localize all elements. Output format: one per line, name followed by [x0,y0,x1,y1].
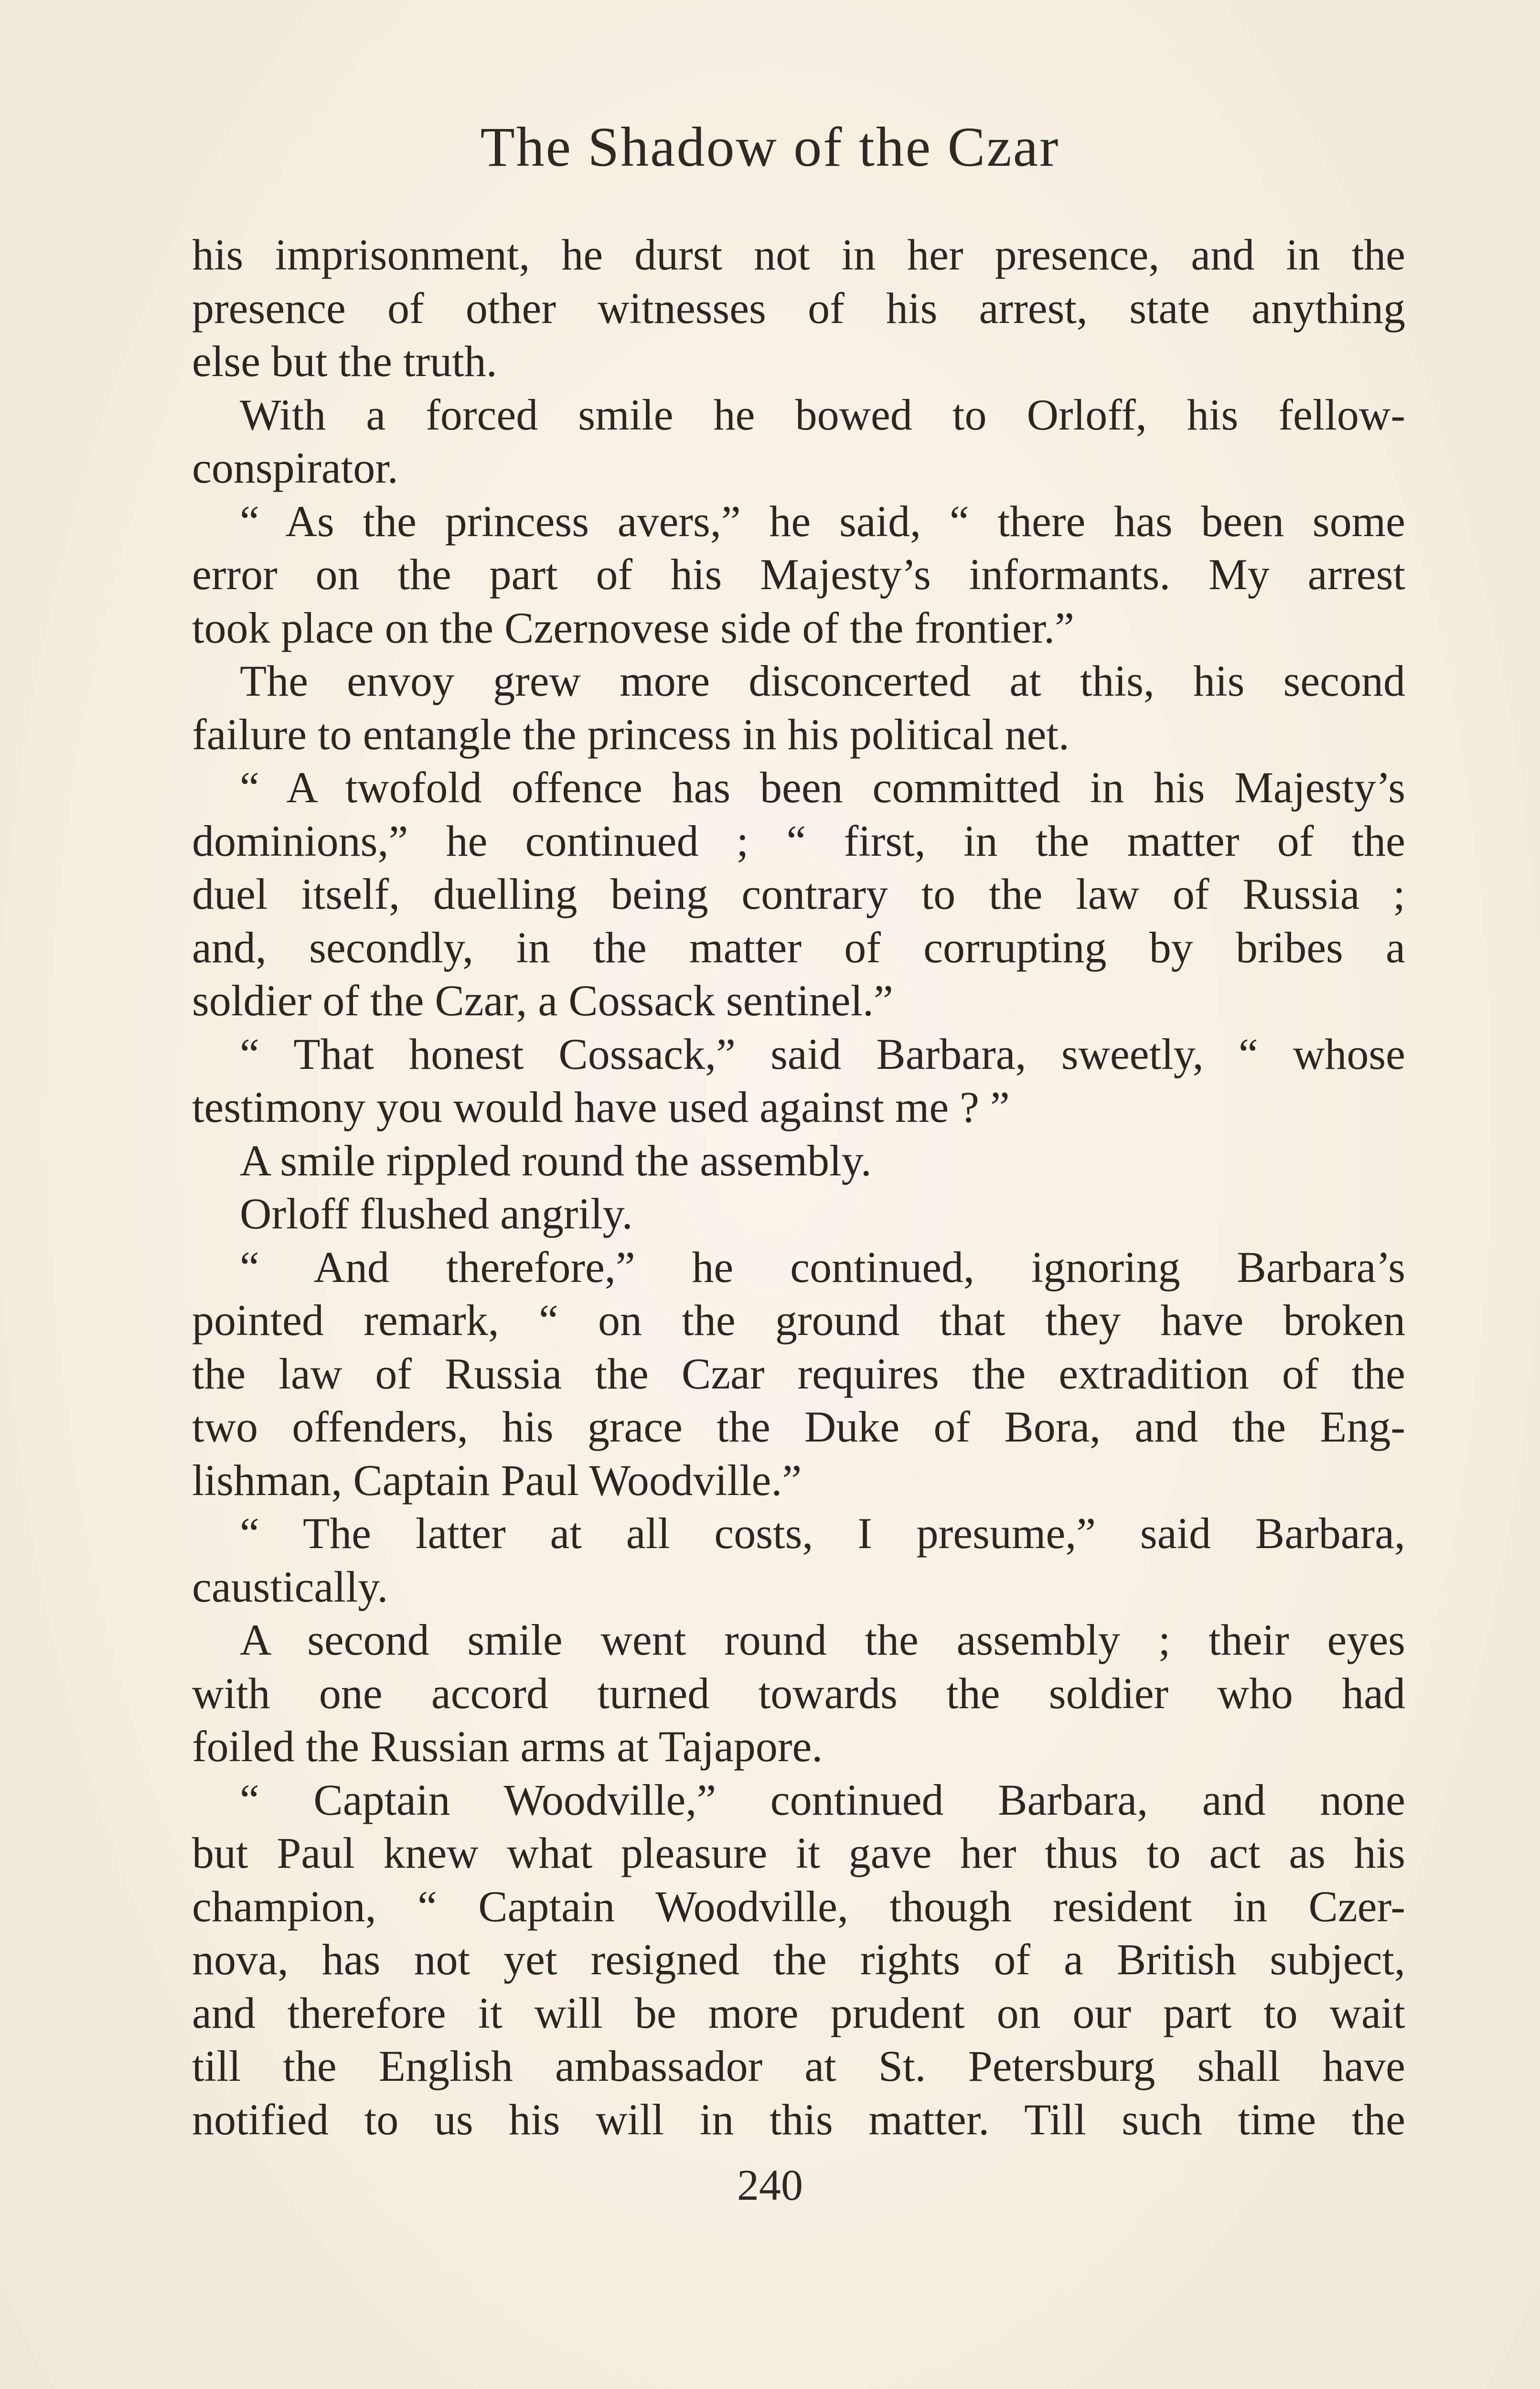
text-line: A smile rippled round the assembly. [240,1136,872,1185]
running-head: The Shadow of the Czar [480,116,1060,178]
text-line: The envoy grew more disconcerted at this, his second [240,656,1405,705]
text-line: “ And therefore,” he continued, ignoring Barbara’s [240,1242,1405,1291]
text-line: and, secondly, in the matter of corrupting by bribes a [192,923,1405,972]
text-line: “ Captain Woodville,” continued Barbara, and none [240,1775,1405,1824]
text-line: conspirator. [192,443,398,492]
page-number: 240 [737,2161,803,2209]
text-line: pointed remark, “ on the ground that they have broken [192,1296,1405,1345]
text-line: failure to entangle the princess in his political net. [192,710,1069,759]
text-line: With a forced smile he bowed to Orloff, his fellow- [240,390,1405,439]
text-line: took place on the Czernovese side of the frontier.” [192,603,1075,652]
text-line: “ As the princess avers,” he said, “ there has been some [240,496,1405,546]
text-line: notified to us his will in this matter. Till such time the [192,2095,1405,2144]
text-line: else but the truth. [192,337,497,386]
text-line: presence of other witnesses of his arrest, state anything [192,283,1405,333]
text-line: soldier of the Czar, a Cossack sentinel.” [192,976,893,1025]
text-line: “ The latter at all costs, I presume,” said Barbara, [240,1509,1405,1558]
text-line: and therefore it will be more prudent on our part to wait [192,1988,1405,2037]
body-text [192,228,1405,2146]
text-line: champion, “ Captain Woodville, though resident in Czer- [192,1882,1405,1931]
text-line: his imprisonment, he durst not in her presence, and in the [192,230,1405,279]
text-line: till the English ambassador at St. Petersburg shall have [192,2042,1405,2090]
text-line: “ That honest Cossack,” said Barbara, sweetly, “ whose [240,1029,1405,1078]
text-line: foiled the Russian arms at Tajapore. [192,1722,823,1771]
text-line: error on the part of his Majesty’s informants. My arrest [192,550,1405,599]
text-line: the law of Russia the Czar requires the extradition of the [192,1349,1405,1398]
text-line: but Paul knew what pleasure it gave her thus to act as his [192,1829,1405,1877]
text-line: Orloff flushed angrily. [240,1189,633,1238]
text-line: testimony you would have used against me ? ” [192,1083,1010,1131]
text-line: A second smile went round the assembly ; their eyes [240,1615,1405,1664]
text-line: caustically. [192,1562,388,1611]
text-line: nova, has not yet resigned the rights of a British subject, [192,1935,1405,1984]
text-line: dominions,” he continued ; “ first, in the matter of the [192,816,1405,865]
text-line: duel itself, duelling being contrary to the law of Russia ; [192,870,1405,918]
text-line: “ A twofold offence has been committed in his Majesty’s [240,763,1405,812]
text-line: lishman, Captain Paul Woodville.” [192,1455,802,1505]
text-line: with one accord turned towards the soldier who had [192,1668,1405,1718]
text-line: two offenders, his grace the Duke of Bora, and the Eng- [192,1402,1405,1451]
